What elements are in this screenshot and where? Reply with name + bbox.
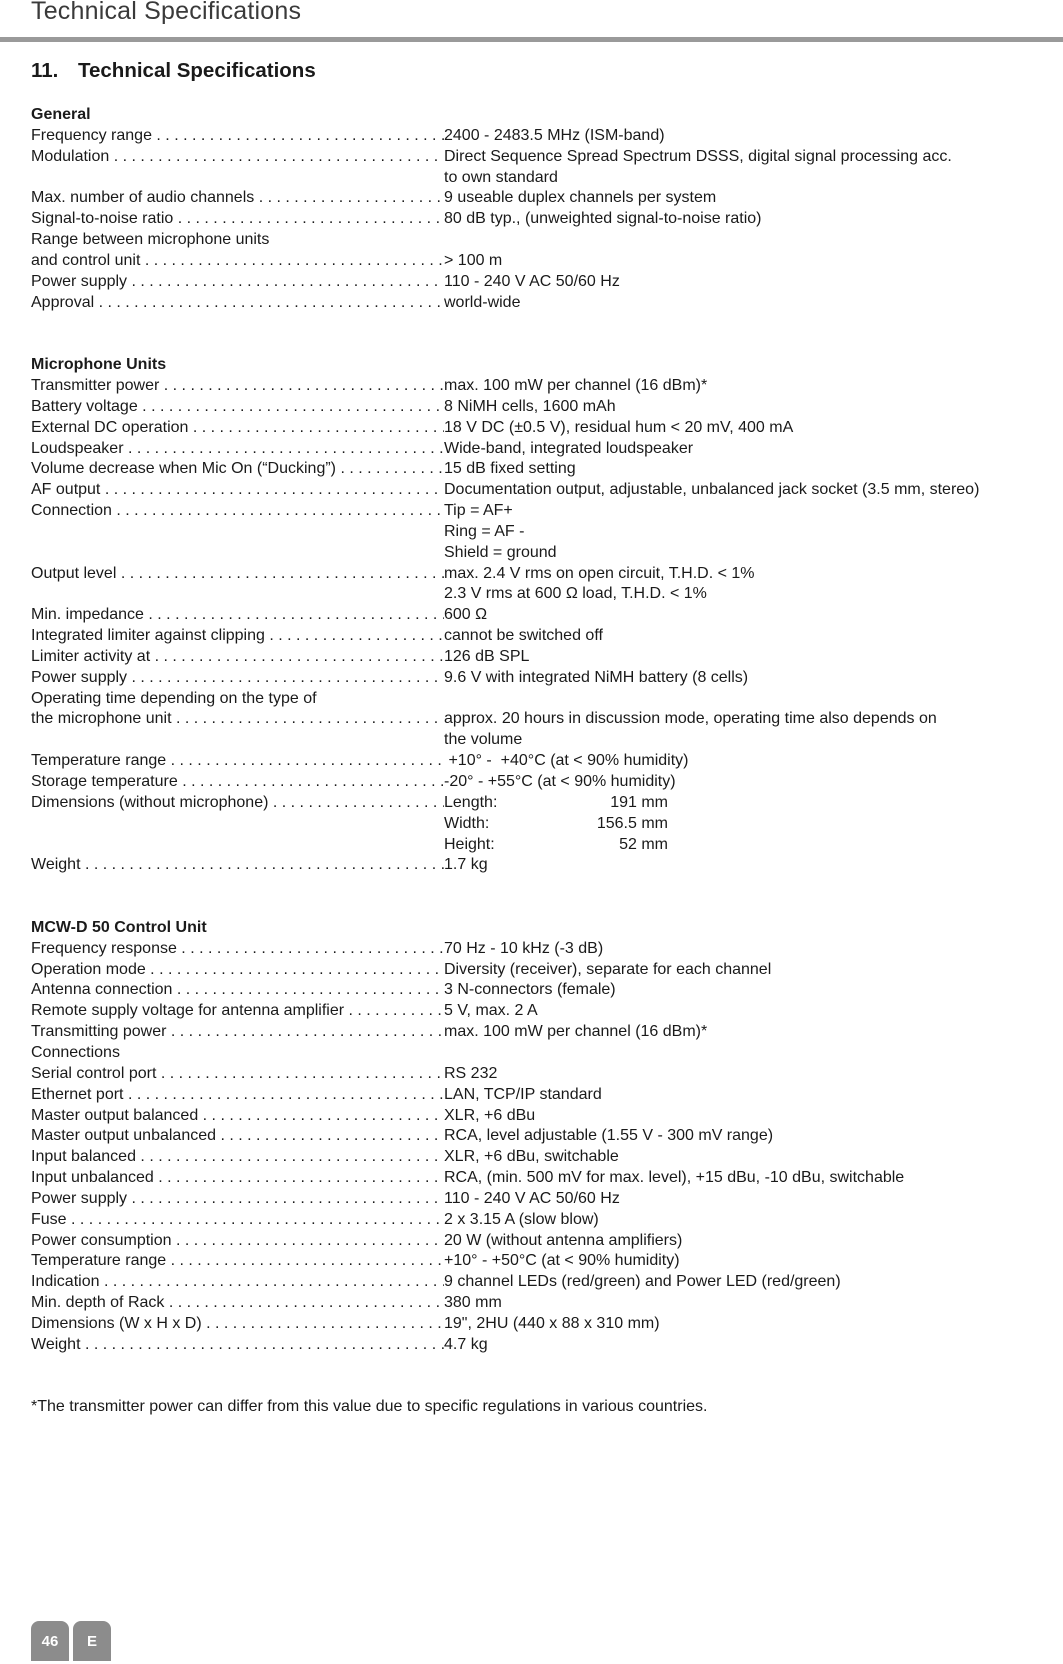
- spec-value: 110 - 240 V AC 50/60 Hz: [444, 272, 620, 290]
- spec-label-text: Connection: [31, 502, 112, 520]
- spec-label: [31, 960, 444, 981]
- spec-label: [31, 626, 444, 647]
- spec-label: [31, 439, 444, 460]
- spec-values: [444, 960, 1051, 981]
- spec-values: [444, 1168, 1051, 1189]
- spec-values: [444, 188, 1051, 209]
- spec-value: 380 mm: [444, 1294, 502, 1312]
- spec-value: Ring = AF -: [444, 522, 525, 540]
- spec-value: +10° - +50°C (at < 90% humidity): [444, 1252, 680, 1270]
- spec-value: Diversity (receiver), separate for each channel: [444, 960, 772, 978]
- spec-row: [31, 1314, 1051, 1335]
- spec-values: [444, 1251, 1051, 1272]
- spec-row: [31, 418, 1051, 439]
- spec-values: [444, 1272, 1051, 1293]
- spec-row: [31, 793, 1051, 856]
- spec-row: [31, 209, 1051, 230]
- section-title: [31, 59, 316, 83]
- spec-row: [31, 459, 1051, 480]
- spec-label: [31, 1189, 444, 1210]
- spec-row: [31, 751, 1051, 772]
- spec-row: [31, 1231, 1051, 1252]
- spec-row: [31, 230, 1051, 251]
- spec-label: [31, 1001, 444, 1022]
- spec-value: 5 V, max. 2 A: [444, 1002, 538, 1020]
- dimension-value: 52 mm: [619, 835, 668, 853]
- spec-label: [31, 1126, 444, 1147]
- spec-value: 9 channel LEDs (red/green) and Power LED (red/green): [444, 1273, 841, 1291]
- spec-values: [444, 939, 1051, 960]
- spec-label: [31, 564, 444, 585]
- spec-label-text: Power supply: [31, 1189, 128, 1207]
- spec-label-text: Signal-to-noise ratio: [31, 210, 174, 228]
- spec-label-text: Power supply: [31, 272, 128, 290]
- spec-row: [31, 1272, 1051, 1293]
- spec-label-text: Antenna connection: [31, 981, 173, 999]
- spec-values: [444, 251, 1051, 272]
- spec-label: [31, 689, 444, 710]
- spec-values: [444, 480, 1051, 501]
- spec-label: [31, 1231, 444, 1252]
- spec-value: -20° - +55°C (at < 90% humidity): [444, 773, 676, 790]
- spec-value: RCA, level adjustable (1.55 V - 300 mV range): [444, 1127, 774, 1145]
- spec-values: [444, 1293, 1051, 1314]
- spec-values: [444, 1210, 1051, 1231]
- spec-value: 3 N-connectors (female): [444, 981, 616, 999]
- spec-row: [31, 564, 1051, 606]
- spec-label-text: Temperature range: [31, 1252, 167, 1270]
- spec-row: [31, 605, 1051, 626]
- spec-label: [31, 1168, 444, 1189]
- spec-label-text: Weight: [31, 1335, 81, 1353]
- spec-values: [444, 501, 1051, 564]
- spec-value: Documentation output, adjustable, unbalanced jack socket (3.5 mm, stereo): [444, 481, 980, 499]
- spec-value: Wide-band, integrated loudspeaker: [444, 439, 694, 457]
- page-footer: [31, 1621, 111, 1661]
- spec-values: [444, 1335, 1051, 1356]
- spec-group: [31, 105, 1051, 313]
- spec-value: 18 V DC (±0.5 V), residual hum < 20 mV, 400 mA: [444, 418, 794, 436]
- spec-label: [31, 1022, 444, 1043]
- spec-row: [31, 188, 1051, 209]
- spec-label: [31, 855, 444, 876]
- spec-values: [444, 397, 1051, 418]
- spec-row: [31, 1022, 1051, 1043]
- spec-row: [31, 1106, 1051, 1127]
- spec-label: [31, 793, 444, 814]
- spec-label-text: Indication: [31, 1273, 100, 1291]
- dimension-name: Height:: [444, 835, 495, 853]
- spec-values: [444, 626, 1051, 647]
- spec-value: 126 dB SPL: [444, 647, 530, 665]
- spec-value: 2 x 3.15 A (slow blow): [444, 1210, 599, 1228]
- spec-label-text: External DC operation: [31, 418, 189, 436]
- dimension-name: Width:: [444, 814, 490, 832]
- spec-label: [31, 1064, 444, 1085]
- spec-row: [31, 1085, 1051, 1106]
- spec-label: [31, 126, 444, 147]
- spec-value: LAN, TCP/IP standard: [444, 1085, 602, 1103]
- spec-label-text: Weight: [31, 856, 81, 874]
- spec-row: [31, 272, 1051, 293]
- spec-row: [31, 147, 1051, 189]
- spec-row: [31, 960, 1051, 981]
- spec-value: 9.6 V with integrated NiMH battery (8 cells): [444, 668, 749, 686]
- spec-values: [444, 459, 1051, 480]
- spec-label: [31, 709, 444, 730]
- spec-values: [444, 1231, 1051, 1252]
- spec-value: max. 100 mW per channel (16 dBm)*: [444, 376, 708, 394]
- spec-value: 110 - 240 V AC 50/60 Hz: [444, 1189, 620, 1207]
- spec-row: [31, 1064, 1051, 1085]
- spec-values: [444, 272, 1051, 293]
- spec-label-text: Fuse: [31, 1210, 67, 1228]
- dimension-name: Length:: [444, 793, 498, 811]
- spec-row: [31, 1210, 1051, 1231]
- spec-label-text: Storage temperature: [31, 773, 178, 790]
- spec-label: [31, 772, 444, 793]
- spec-value: XLR, +6 dBu: [444, 1106, 536, 1124]
- spec-values: [444, 293, 1051, 314]
- spec-label-text: Serial control port: [31, 1064, 157, 1082]
- spec-row: [31, 376, 1051, 397]
- spec-label: [31, 668, 444, 689]
- spec-label-text: Dimensions (W x H x D): [31, 1314, 202, 1332]
- section-number: 11.: [31, 59, 59, 82]
- spec-label-text: the microphone unit: [31, 710, 172, 728]
- spec-label-text: Operating time depending on the type of: [31, 689, 317, 707]
- spec-content: [31, 105, 1051, 1418]
- spec-label: [31, 1085, 444, 1106]
- spec-label: [31, 418, 444, 439]
- spec-value: 19", 2HU (440 x 88 x 310 mm): [444, 1314, 660, 1332]
- spec-label-text: Volume decrease when Mic On (“Ducking”): [31, 460, 337, 478]
- spec-label-text: Operation mode: [31, 960, 146, 978]
- spec-label-text: Connections: [31, 1043, 120, 1061]
- spec-row: [31, 1147, 1051, 1168]
- spec-value: 15 dB fixed setting: [444, 460, 576, 478]
- spec-label-text: Approval: [31, 293, 95, 311]
- spec-values: [444, 647, 1051, 668]
- language-badge: E: [73, 1621, 111, 1661]
- group-heading: MCW-D 50 Control Unit: [31, 918, 207, 936]
- spec-value: approx. 20 hours in discussion mode, operating time also depends on: [444, 710, 937, 728]
- spec-row: [31, 1126, 1051, 1147]
- spec-group: [31, 355, 1051, 876]
- spec-row: [31, 501, 1051, 564]
- page-number-badge: 46: [31, 1621, 69, 1661]
- header-rule: [0, 37, 1063, 42]
- spec-row: [31, 293, 1051, 314]
- spec-label: [31, 459, 444, 480]
- spec-value: to own standard: [444, 168, 558, 186]
- dimension-value: 156.5 mm: [596, 814, 668, 832]
- spec-row: [31, 668, 1051, 689]
- spec-label: [31, 376, 444, 397]
- spec-label-text: Input balanced: [31, 1148, 136, 1166]
- spec-value: the volume: [444, 731, 523, 749]
- spec-label-text: Range between microphone units: [31, 231, 270, 249]
- spec-group: [31, 918, 1051, 1356]
- spec-label: [31, 939, 444, 960]
- spec-label-text: Battery voltage: [31, 397, 138, 415]
- spec-values: [444, 1064, 1051, 1085]
- spec-label-text: Min. depth of Rack: [31, 1294, 165, 1312]
- spec-value: +10° - +40°C (at < 90% humidity): [444, 752, 689, 770]
- spec-label-text: and control unit: [31, 251, 141, 269]
- spec-values: [444, 1147, 1051, 1168]
- spec-value: 1.7 kg: [444, 856, 488, 874]
- spec-label: [31, 1335, 444, 1356]
- group-heading: Microphone Units: [31, 356, 167, 374]
- spec-values: [444, 439, 1051, 460]
- spec-groups: [31, 105, 1051, 1356]
- spec-value: Tip = AF+: [444, 502, 513, 520]
- spec-value: max. 100 mW per channel (16 dBm)*: [444, 1023, 708, 1041]
- spec-row: [31, 251, 1051, 272]
- spec-row: [31, 1293, 1051, 1314]
- spec-label-text: AF output: [31, 481, 101, 499]
- spec-value: XLR, +6 dBu, switchable: [444, 1148, 619, 1166]
- spec-value: world-wide: [444, 293, 521, 311]
- spec-value: 9 useable duplex channels per system: [444, 189, 717, 207]
- spec-values: [444, 1022, 1051, 1043]
- spec-label-text: Frequency response: [31, 939, 177, 957]
- spec-label-text: Input unbalanced: [31, 1169, 154, 1187]
- spec-row: [31, 772, 1051, 793]
- spec-value: RS 232: [444, 1064, 498, 1082]
- section-title-text: Technical Specifications: [78, 59, 316, 82]
- spec-values: [444, 772, 1051, 793]
- spec-label: [31, 980, 444, 1001]
- dimension-value: 191 mm: [610, 793, 668, 811]
- spec-label: [31, 272, 444, 293]
- spec-values: [444, 1189, 1051, 1210]
- spec-row: [31, 1168, 1051, 1189]
- spec-label-text: Frequency range: [31, 126, 152, 144]
- spec-row: [31, 939, 1051, 960]
- spec-row: [31, 1251, 1051, 1272]
- spec-value: RCA, (min. 500 mV for max. level), +15 dBu, -10 dBu, switchable: [444, 1169, 905, 1187]
- spec-values: [444, 1314, 1051, 1335]
- spec-row: [31, 647, 1051, 668]
- spec-row: [31, 126, 1051, 147]
- spec-row: [31, 626, 1051, 647]
- spec-label: [31, 293, 444, 314]
- spec-row: [31, 1335, 1051, 1356]
- spec-values: [444, 126, 1051, 147]
- spec-values: [444, 980, 1051, 1001]
- spec-label: [31, 230, 444, 251]
- spec-values: [444, 751, 1051, 772]
- spec-row: [31, 439, 1051, 460]
- spec-label-text: Ethernet port: [31, 1085, 124, 1103]
- spec-label-text: Transmitting power: [31, 1023, 167, 1041]
- spec-values: [444, 793, 1051, 856]
- spec-row: [31, 980, 1051, 1001]
- spec-label-text: Loudspeaker: [31, 439, 124, 457]
- spec-values: [444, 1126, 1051, 1147]
- spec-label: [31, 1210, 444, 1231]
- spec-value: 8 NiMH cells, 1600 mAh: [444, 397, 616, 415]
- spec-label-text: Output level: [31, 564, 117, 582]
- spec-label: [31, 1147, 444, 1168]
- spec-label: [31, 1251, 444, 1272]
- footnote: *The transmitter power can differ from this value due to specific regulations in various countries.: [31, 1398, 708, 1416]
- spec-row: [31, 1043, 1051, 1064]
- spec-values: [444, 376, 1051, 397]
- spec-row: [31, 855, 1051, 876]
- spec-label-text: Power supply: [31, 668, 128, 686]
- spec-label: [31, 397, 444, 418]
- spec-label-text: Transmitter power: [31, 376, 160, 394]
- spec-label: [31, 147, 444, 168]
- spec-values: [444, 1001, 1051, 1022]
- spec-row: [31, 709, 1051, 751]
- spec-values: [444, 1106, 1051, 1127]
- spec-value: 80 dB typ., (unweighted signal-to-noise ratio): [444, 210, 762, 228]
- spec-row: [31, 689, 1051, 710]
- spec-values: [444, 418, 1051, 439]
- spec-values: [444, 147, 1051, 189]
- dimension-row: [444, 814, 1051, 835]
- spec-label: [31, 1043, 444, 1064]
- spec-label: [31, 751, 444, 772]
- spec-value: 2.3 V rms at 600 Ω load, T.H.D. < 1%: [444, 585, 707, 603]
- spec-label-text: Master output balanced: [31, 1106, 199, 1124]
- spec-label-text: Dimensions (without microphone): [31, 793, 269, 811]
- spec-value: 4.7 kg: [444, 1335, 488, 1353]
- spec-label: [31, 188, 444, 209]
- spec-value: > 100 m: [444, 251, 503, 269]
- spec-label-text: Min. impedance: [31, 606, 144, 624]
- spec-row: [31, 1001, 1051, 1022]
- spec-row: [31, 397, 1051, 418]
- spec-value: Direct Sequence Spread Spectrum DSSS, digital signal processing acc.: [444, 147, 952, 165]
- spec-label-text: Max. number of audio channels: [31, 189, 255, 207]
- spec-label-text: Remote supply voltage for antenna amplifier: [31, 1002, 345, 1020]
- spec-label: [31, 480, 444, 501]
- running-header: Technical Specifications: [31, 0, 302, 25]
- spec-label: [31, 209, 444, 230]
- group-heading: General: [31, 106, 91, 123]
- spec-value: Shield = ground: [444, 543, 557, 561]
- spec-label: [31, 251, 444, 272]
- spec-value: max. 2.4 V rms on open circuit, T.H.D. < 1%: [444, 564, 755, 582]
- spec-value: 600 Ω: [444, 606, 488, 624]
- spec-label: [31, 1314, 444, 1335]
- spec-label: [31, 1272, 444, 1293]
- spec-value: cannot be switched off: [444, 627, 603, 645]
- spec-label: [31, 1293, 444, 1314]
- spec-row: [31, 1189, 1051, 1210]
- spec-label-text: Modulation: [31, 147, 110, 165]
- dimension-row: [444, 835, 1051, 856]
- spec-label: [31, 1106, 444, 1127]
- dimension-row: [444, 793, 1051, 814]
- spec-label-text: Temperature range: [31, 752, 167, 770]
- spec-value: 70 Hz - 10 kHz (-3 dB): [444, 939, 604, 957]
- spec-label-text: Limiter activity at: [31, 647, 151, 665]
- spec-label-text: Power consumption: [31, 1231, 172, 1249]
- spec-values: [444, 564, 1051, 606]
- spec-values: [444, 709, 1051, 751]
- spec-value: 2400 - 2483.5 MHz (ISM-band): [444, 126, 665, 144]
- spec-label: [31, 647, 444, 668]
- spec-label-text: Master output unbalanced: [31, 1127, 217, 1145]
- spec-value: 20 W (without antenna amplifiers): [444, 1231, 683, 1249]
- spec-row: [31, 480, 1051, 501]
- spec-values: [444, 855, 1051, 876]
- spec-values: [444, 668, 1051, 689]
- spec-label: [31, 501, 444, 522]
- spec-values: [444, 605, 1051, 626]
- spec-values: [444, 1085, 1051, 1106]
- spec-label: [31, 605, 444, 626]
- spec-values: [444, 209, 1051, 230]
- spec-label-text: Integrated limiter against clipping: [31, 627, 265, 645]
